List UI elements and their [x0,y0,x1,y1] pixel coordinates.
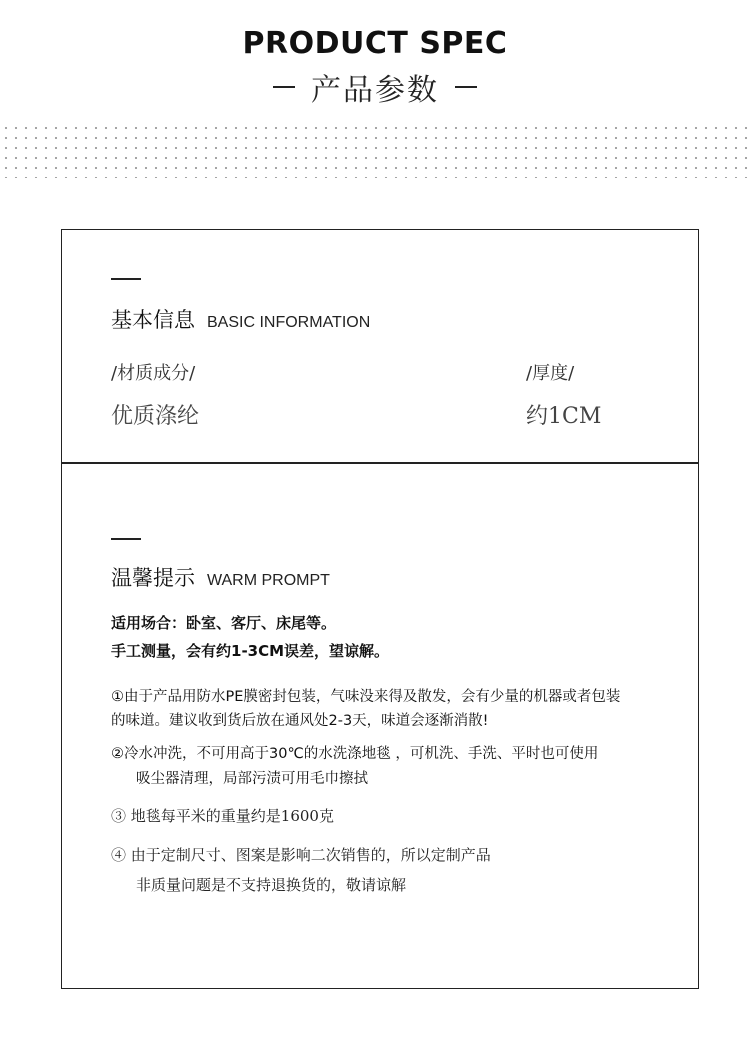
note-1-line-1: ①由于产品用防水PE膜密封包装，气味没来得及散发，会有少量的机器或者包装 [111,689,621,705]
note-4-line-2: 非质量问题是不支持退换货的，敬请谅解 [136,876,407,894]
basic-heading-en: BASIC INFORMATION [207,314,371,331]
subtitle-left-dash [273,86,295,88]
basic-section-heading [111,304,370,334]
note-2-line-1: ②冷水冲洗，不可用高于30℃的水洗涤地毯 ，可机洗、手洗、平时也可使用 [111,746,599,762]
prompt-heading-zh: 温馨提示 [111,566,195,590]
basic-heading-zh: 基本信息 [111,308,195,332]
thickness-label: /厚度/ [526,363,575,384]
section-divider [62,462,698,464]
note-4-line-1: ④ 由于定制尺寸、图案是影响二次销售的，所以定制产品 [111,846,491,864]
prompt-section-heading [111,562,330,592]
dotted-pattern-band [0,122,750,178]
note-1-line-2: 的味道。建议收到货后放在通风处2-3天，味道会逐渐消散! [111,713,489,729]
prompt-section-marker [111,538,141,540]
subtitle-text: 产品参数 [311,73,439,108]
spec-box [61,229,699,989]
subtitle-right-dash [455,86,477,88]
usage-line: 适用场合：卧室、客厅、床尾等。 [111,614,337,632]
page-title: PRODUCT SPEC [242,26,508,61]
page-subtitle [0,70,750,108]
material-label: /材质成分/ [111,363,196,384]
note-3: ③ 地毯每平米的重量约是1600克 [111,807,334,825]
basic-section-marker [111,278,141,280]
material-value: 优质涤纶 [111,404,200,429]
thickness-value: 约1CM [526,404,602,429]
note-2-line-2: 吸尘器清理，局部污渍可用毛巾擦拭 [136,771,368,787]
prompt-heading-en: WARM PROMPT [207,572,330,589]
measurement-line: 手工测量，会有约1-3CM误差，望谅解。 [111,642,390,660]
